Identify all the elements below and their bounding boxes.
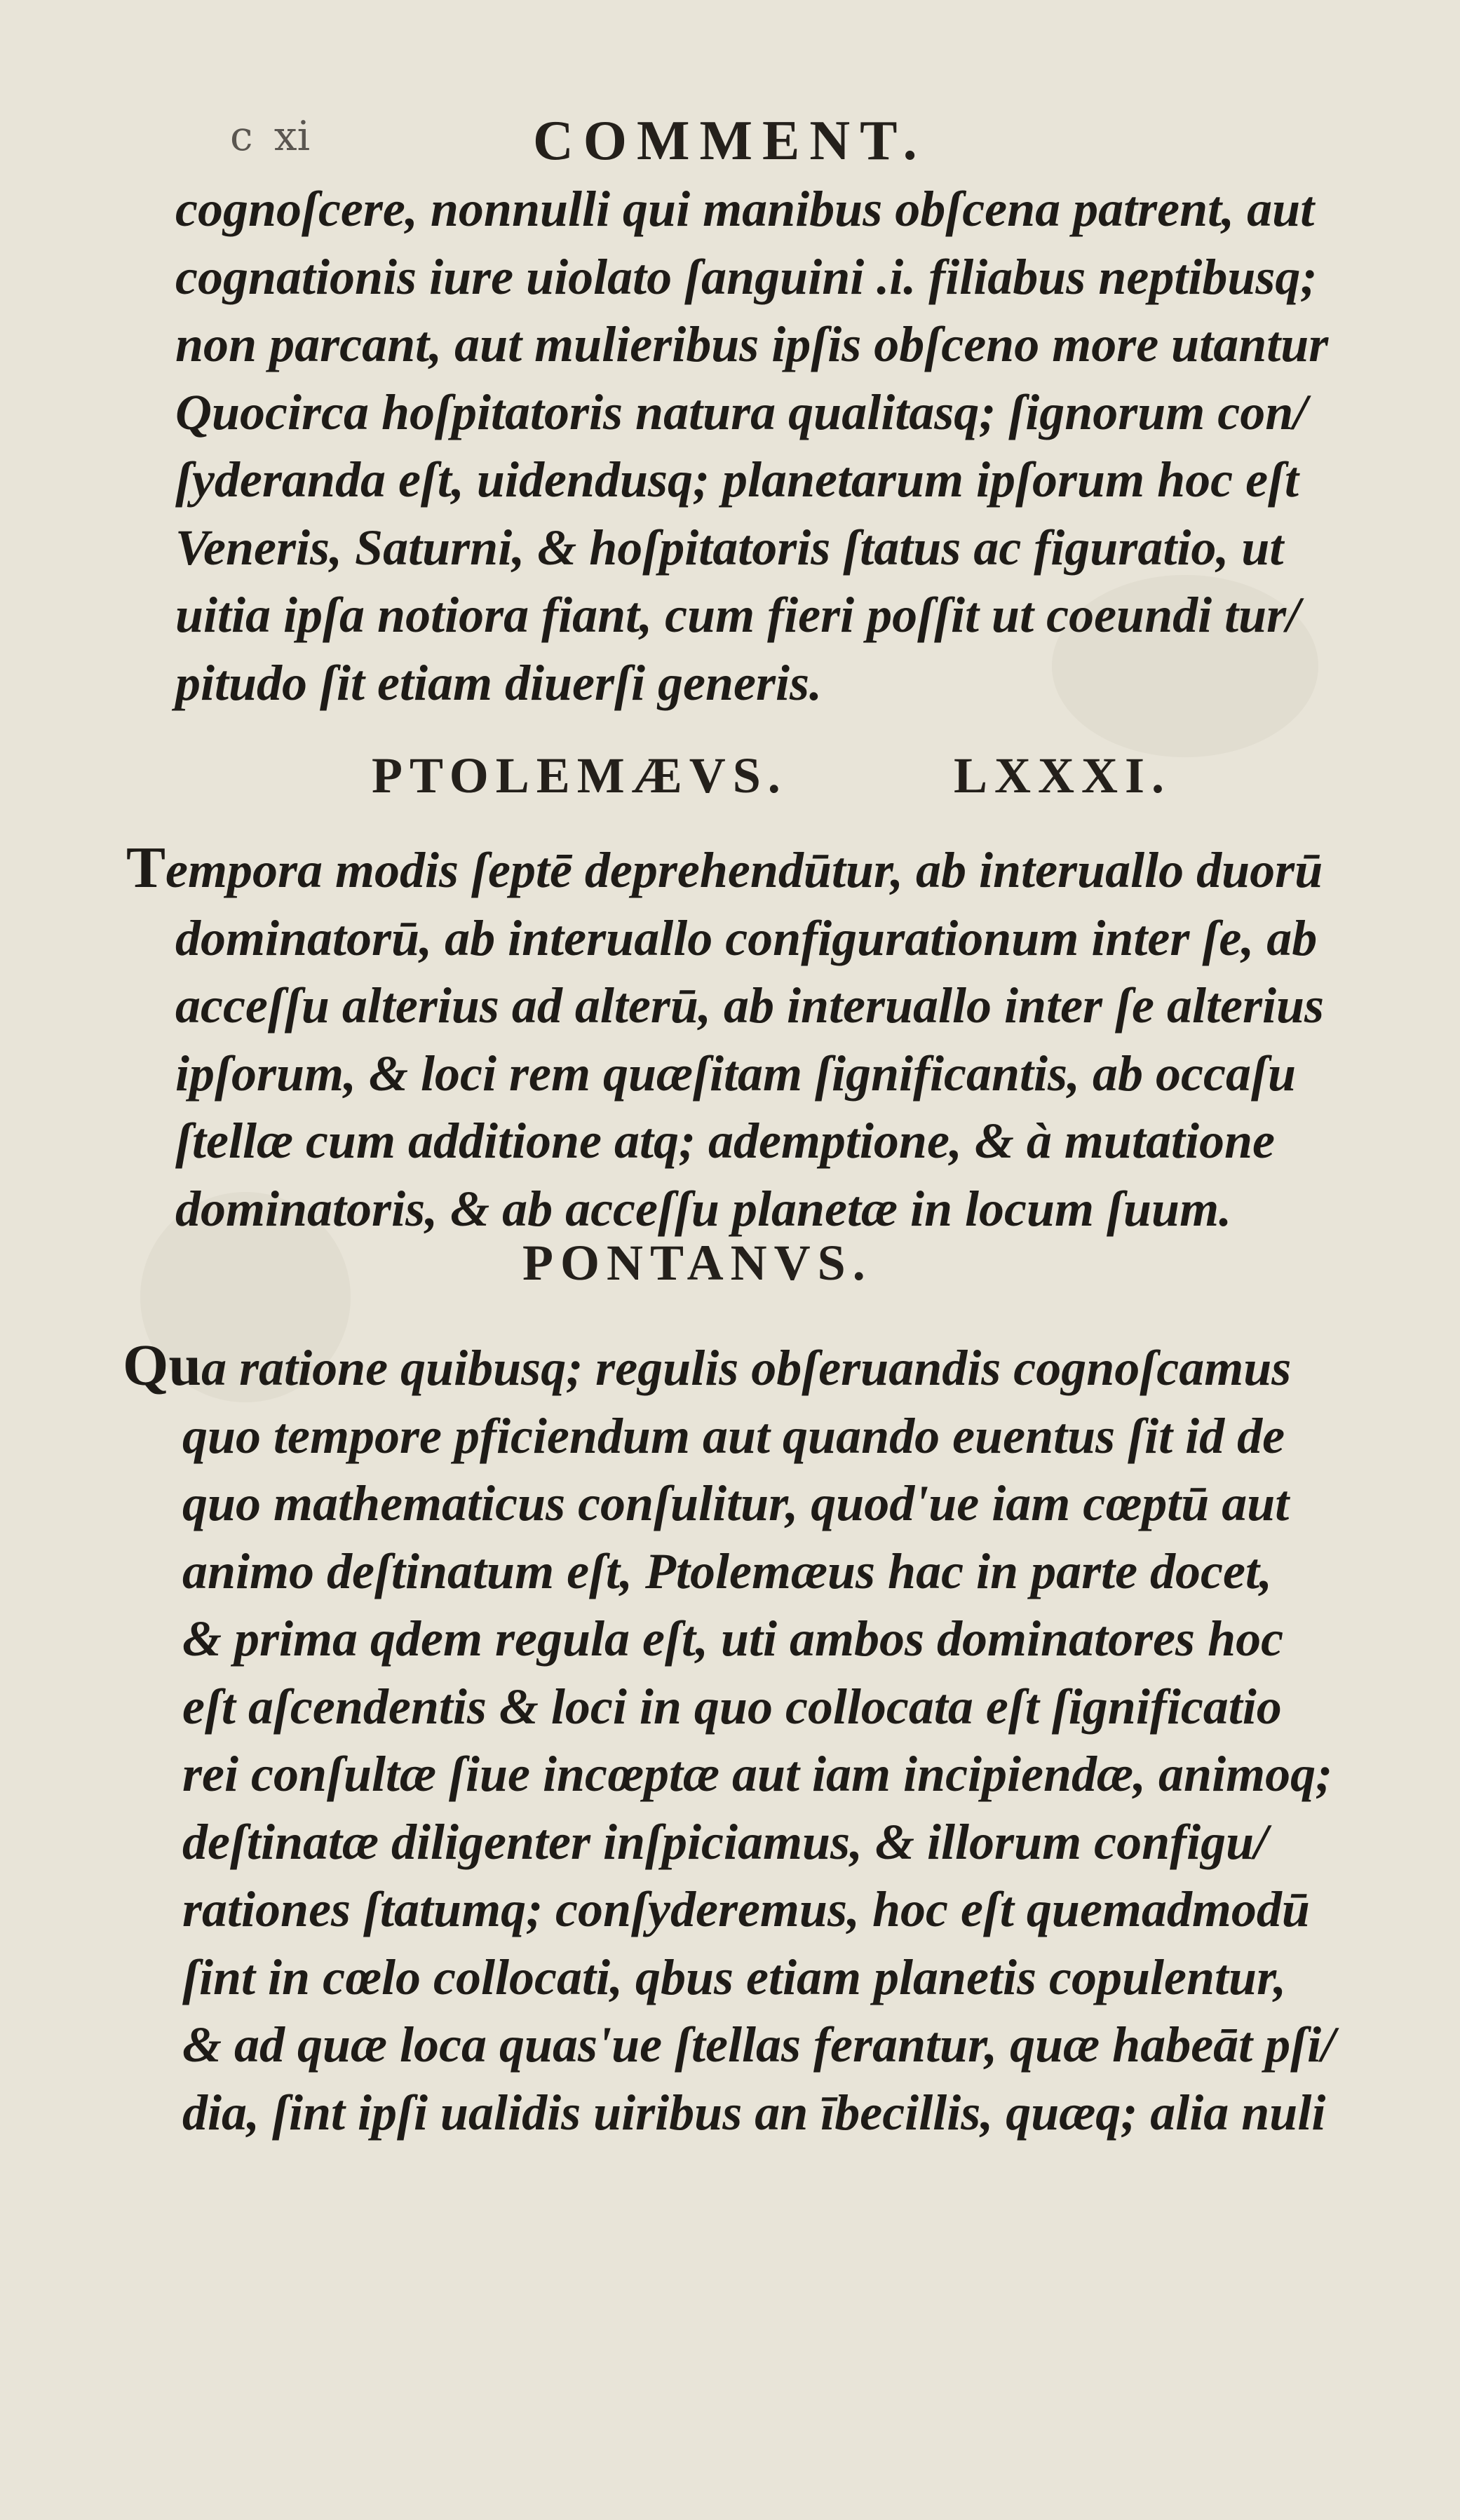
comment-paragraph [175, 175, 1329, 717]
text-line: rationes ſtatumq; conſyderemus, hoc eſt quemadmodū [182, 1881, 1310, 1937]
first-line-text: a ratione quibusq; regulis obſeruandis cognoſcamus [201, 1340, 1292, 1396]
text-line: animo deſtinatum eſt, Ptolemæus hac in parte docet, [182, 1543, 1272, 1599]
text-line: ſint in cœlo collocati, qbus etiam planetis copulentur, [182, 1949, 1287, 2005]
pontanus-paragraph [123, 1332, 1336, 2146]
running-title: COMMENT. [533, 110, 927, 172]
heading-name: PTOLEMÆVS. [372, 747, 788, 804]
text-line: cognoſcere, nonnulli qui manibus obſcena patrent, aut [175, 181, 1315, 237]
heading-number: LXXXI. [954, 747, 1172, 804]
text-line: ipſorum, & loci rem quæſitam ſignificantis, ab occaſu [175, 1045, 1296, 1102]
text-line: eſt aſcendentis & loci in quo collocata eſt ſignificatio [182, 1678, 1282, 1735]
text-line [126, 834, 1325, 905]
text-line: cognationis iure uiolato ſanguini .i. filiabus neptibusq; [175, 248, 1318, 305]
text-line: dominatorū, ab interuallo configurationum inter ſe, ab [175, 909, 1318, 966]
text-line: rei conſultæ ſiue incœptæ aut iam incipiendæ, animoq; [182, 1746, 1333, 1802]
folio-number: ⅽ ⅺ [230, 112, 315, 160]
text-line: Quocirca hoſpitatoris natura qualitasq; ſignorum con/ [175, 384, 1308, 440]
text-line: non parcant, aut mulieribus ipſis obſceno more utantur [175, 316, 1329, 372]
text-line: quo mathematicus conſulitur, quod'ue iam cœptū aut [182, 1475, 1290, 1531]
text-line: ſtellæ cum additione atq; ademptione, & à mutatione [175, 1113, 1275, 1169]
initial-letter: T [126, 835, 166, 900]
first-line-text: empora modis ſeptē deprehendūtur, ab interuallo duorū [165, 842, 1323, 898]
text-line: ſyderanda eſt, uidendusq; planetarum ipſorum hoc eſt [175, 452, 1299, 508]
text-line: pitudo ſit etiam diuerſi generis. [175, 654, 823, 711]
text-line: quo tempore pficiendum aut quando euentus ſit id de [182, 1407, 1285, 1464]
text-line: acceſſu alterius ad alterū, ab interuallo inter ſe alterius [175, 977, 1325, 1034]
text-line: & prima qdem regula eſt, uti ambos dominatores hoc [182, 1611, 1284, 1667]
text-line [123, 1332, 1332, 1402]
initial-letter: Qu [123, 1333, 202, 1398]
text-line: dominatoris, & ab acceſſu planetæ in locum ſuum. [175, 1180, 1232, 1237]
text-line: uitia ipſa notiora fiant, cum fieri poſſit ut coeundi tur/ [175, 587, 1301, 643]
section-heading-ptolemaeus [0, 747, 1460, 817]
section-heading-pontanus [0, 1234, 1460, 1304]
text-line: Veneris, Saturni, & hoſpitatoris ſtatus ac figuratio, ut [175, 519, 1284, 576]
heading-name: PONTANVS. [522, 1235, 872, 1291]
ptolemaeus-paragraph [126, 834, 1325, 1242]
text-line: dia, ſint ipſi ualidis uiribus an ībecillis, quæq; alia nuli [182, 2084, 1326, 2141]
text-line: & ad quæ loca quas'ue ſtellas ferantur, quæ habeāt pſi/ [182, 2017, 1336, 2073]
text-line: deſtinatæ diligenter inſpiciamus, & illorum configu/ [182, 1813, 1269, 1870]
